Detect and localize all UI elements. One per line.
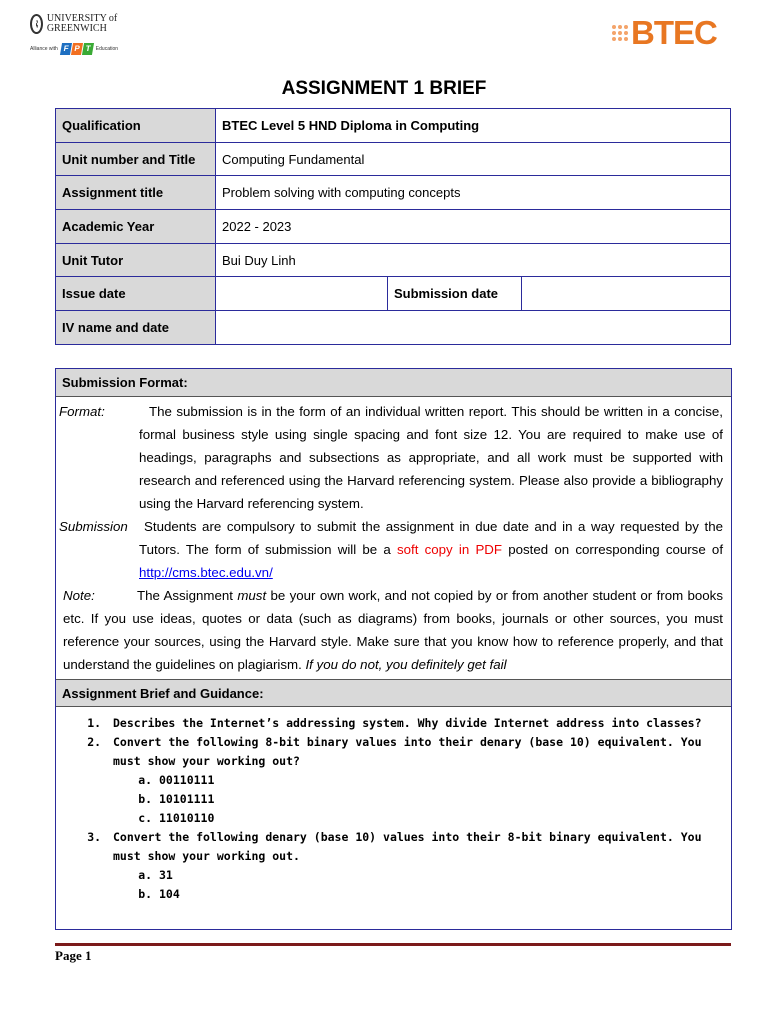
row-label: Unit Tutor [56,243,216,277]
format-section [56,400,731,515]
format-text: The submission is in the form of an individual written report. This should be written in a concise, formal business style using single spacing and font size 12. You are required to make use of headings, paragraphs and subsections as appropriate, and all work must be supported with research and referenced using the Harvard referencing system. Please also provide a bibliography using the Harvard referencing system. [139,404,723,511]
fpt-p: P [71,43,83,55]
question-item [108,714,719,733]
row-value [216,311,731,345]
row-label: Academic Year [56,210,216,244]
table-row [56,109,731,143]
btec-logo [612,14,717,52]
question-text: Convert the following 8-bit binary values into their denary (base 10) equivalent. You must show your working out? [113,735,702,768]
brief-heading: Assignment Brief and Guidance: [56,679,731,707]
dots-icon [612,25,628,41]
assignment-info-table [55,108,731,345]
format-label: Format: [59,404,105,419]
row-value: Problem solving with computing concepts [216,176,731,210]
question-text: Describes the Internet’s addressing system. Why divide Internet address into classes? [113,716,702,730]
text: be your own work, and not copied by or from another student or from books etc. If you use ideas, quotes or data (such as diagrams) from books, journals or other sources, you must reference your sources, using the Harvard style. Make sure that you know how to reference properly, and that understand the guidelines on plagiarism. [63,588,723,672]
row-label: Unit number and Title [56,142,216,176]
row-value: Bui Duy Linh [216,243,731,277]
question-text: Convert the following denary (base 10) values into their 8-bit binary equivalent. You must show your working out. [113,830,702,863]
table-row [56,210,731,244]
table-row [56,176,731,210]
university-of-greenwich-logo [30,14,120,55]
sub-item: b. 10101111 [159,790,719,809]
fpt-logo [61,43,93,55]
submission-section [56,515,731,584]
seal-icon [30,14,43,34]
table-row [56,311,731,345]
sub-item: a. 31 [159,866,719,885]
page-number: Page 1 [55,948,92,963]
note-label: Note: [63,588,95,603]
row-label: Qualification [56,109,216,143]
sub-item: c. 11010110 [159,809,719,828]
row-label: Assignment title [56,176,216,210]
btec-wordmark: BTEC [631,14,717,51]
note-section [56,584,731,676]
row-value: Computing Fundamental [216,142,731,176]
submission-date-value [522,277,731,311]
submission-date-label: Submission date [388,277,522,311]
issue-date-value [216,277,388,311]
submission-label: Submission [59,519,128,534]
cms-link[interactable]: http://cms.btec.edu.vn/ [139,565,273,580]
row-value: 2022 - 2023 [216,210,731,244]
text: posted on corresponding course of [502,542,724,557]
text: Students are compulsory to submit the assignment in due date and in a way requested by the Tutors. The form of submission will be a [139,519,723,557]
sub-item: a. 00110111 [159,771,719,790]
education-text: Education [95,46,119,52]
row-label: Issue date [56,277,216,311]
page-title: ASSIGNMENT 1 BRIEF [281,78,487,99]
row-label: IV name and date [56,311,216,345]
university-name: UNIVERSITY of GREENWICH [46,13,118,34]
footer-divider [55,943,731,946]
table-row [56,277,731,311]
table-row [56,142,731,176]
submission-box [55,368,732,930]
sub-item: b. 104 [159,885,719,904]
table-row [56,243,731,277]
sub-list [159,866,719,904]
question-item [108,828,719,904]
warning-text: If you do not, you definitely get fail [305,657,507,672]
question-item [108,733,719,828]
fpt-f: F [60,43,72,55]
text: must [237,588,267,603]
text: The Assignment [137,588,238,603]
note-text [63,584,723,676]
question-list [108,714,731,904]
highlight-text: soft copy in PDF [396,542,503,557]
row-value: BTEC Level 5 HND Diploma in Computing [216,109,731,143]
submission-format-heading: Submission Format: [56,369,731,397]
alliance-text: Alliance with [30,46,58,52]
sub-list [159,771,719,828]
submission-text [139,515,723,584]
fpt-t: T [82,43,94,55]
